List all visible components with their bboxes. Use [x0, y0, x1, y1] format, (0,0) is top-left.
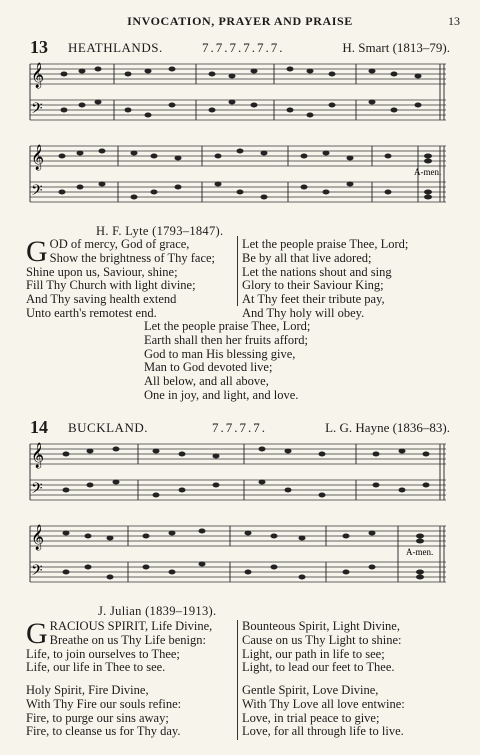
verse-line: RACIOUS SPIRIT, Life Divine,: [49, 619, 213, 633]
verse-line: At Thy feet their tribute pay,: [242, 292, 385, 307]
treble-clef-icon: 𝄞: [31, 144, 45, 169]
tune-name: HEATHLANDS.: [68, 40, 163, 55]
verse-line: All below, and all above,: [144, 374, 269, 389]
verse-line: God to man His blessing give,: [144, 346, 296, 361]
verse-line: And Thy holy will obey.: [242, 305, 365, 320]
verse-line: Glory to their Saviour King;: [242, 278, 384, 293]
composer: L. G. Hayne (1836–83).: [325, 420, 450, 435]
hymn-14-music-system-2: [26, 520, 450, 596]
verse-line: OD of mercy, God of grace,: [49, 237, 190, 251]
meter: 7.7.7.7.7.7.: [202, 40, 285, 55]
drop-cap: G: [26, 617, 48, 650]
hymn-14-verse-4: [242, 684, 452, 739]
verse-line: Light, to lead our feet to Thee.: [242, 660, 395, 675]
verse-line: Be by all that live adored;: [242, 250, 372, 265]
verse-line: With Thy Love all love entwine:: [242, 696, 405, 711]
running-head: INVOCATION, PRAYER AND PRAISE: [127, 14, 353, 28]
hymn-number: 14: [30, 417, 48, 437]
verse-line: Breathe on us Thy Life benign:: [49, 632, 207, 647]
amen-label: A-men.: [414, 167, 442, 177]
hymn-13-music-system-2: [26, 140, 450, 216]
meter: 7.7.7.7.: [212, 420, 267, 435]
verse-line: Life, our life in Thee to see.: [26, 660, 166, 675]
hymn-13-verse-2: [242, 238, 452, 321]
hymn-13-author: H. F. Lyte (1793–1847).: [96, 224, 224, 238]
hymn-14-verse-1: [26, 617, 236, 675]
verse-line: Cause on us Thy Light to shine:: [242, 632, 402, 647]
verse-line: Fire, to cleanse us for Thy day.: [26, 724, 181, 739]
hymn-14-verse-3: [26, 684, 236, 739]
hymn-13-music-system-1: [26, 58, 450, 134]
treble-clef-icon: 𝄞: [31, 442, 45, 467]
verse-line: Bounteous Spirit, Light Divine,: [242, 619, 400, 633]
treble-clef-icon: 𝄞: [31, 62, 45, 87]
verse-line: With Thy Fire our souls refine:: [26, 696, 182, 711]
verse-line: Fill Thy Church with light divine;: [26, 278, 196, 293]
verse-line: Show the brightness of Thy face;: [49, 250, 216, 265]
verse-line: Unto earth's remotest end.: [26, 305, 157, 320]
bass-clef-icon: 𝄢: [31, 480, 43, 500]
verse-line: Earth shall then her fruits afford;: [144, 332, 308, 347]
verse-line: Life, to join ourselves to Thee;: [26, 646, 180, 661]
hymn-14-author: J. Julian (1839–1913).: [98, 604, 217, 618]
tune-name: BUCKLAND.: [68, 420, 148, 435]
composer: H. Smart (1813–79).: [342, 40, 450, 55]
verse-line: Holy Spirit, Fire Divine,: [26, 683, 149, 697]
hymn-13-verse-1: [26, 235, 236, 321]
treble-clef-icon: 𝄞: [31, 524, 45, 549]
column-divider: [237, 620, 238, 740]
bass-clef-icon: 𝄢: [31, 100, 43, 120]
hymn-14-music-system-1: [26, 438, 450, 514]
bass-clef-icon: 𝄢: [31, 562, 43, 582]
verse-line: Love, for all through life to live.: [242, 724, 404, 739]
verse-line: Light, our path in life to see;: [242, 646, 385, 661]
verse-line: Let the nations shout and sing: [242, 264, 392, 279]
hymn-13-header: [30, 37, 450, 58]
hymn-14-verse-2: [242, 620, 452, 675]
hymn-number: 13: [30, 37, 48, 57]
verse-line: Let the people praise Thee, Lord;: [144, 319, 311, 333]
verse-line: And Thy saving health extend: [26, 292, 177, 307]
verse-line: Love, in trial peace to give;: [242, 710, 380, 725]
amen-label: A-men.: [406, 547, 434, 557]
verse-line: Man to God devoted live;: [144, 360, 273, 375]
verse-line: Let the people praise Thee, Lord;: [242, 237, 409, 251]
staff-lines: [30, 64, 446, 120]
verse-line: Shine upon us, Saviour, shine;: [26, 264, 178, 279]
hymn-13-verse-3: [144, 320, 374, 403]
page-number: 13: [448, 14, 460, 28]
hymn-14-header: [30, 417, 450, 438]
bass-clef-icon: 𝄢: [31, 182, 43, 202]
column-divider: [237, 236, 238, 306]
verse-line: Fire, to purge our sins away;: [26, 710, 169, 725]
verse-line: One in joy, and light, and love.: [144, 387, 299, 402]
drop-cap: G: [26, 235, 48, 268]
verse-line: Gentle Spirit, Love Divine,: [242, 683, 379, 697]
